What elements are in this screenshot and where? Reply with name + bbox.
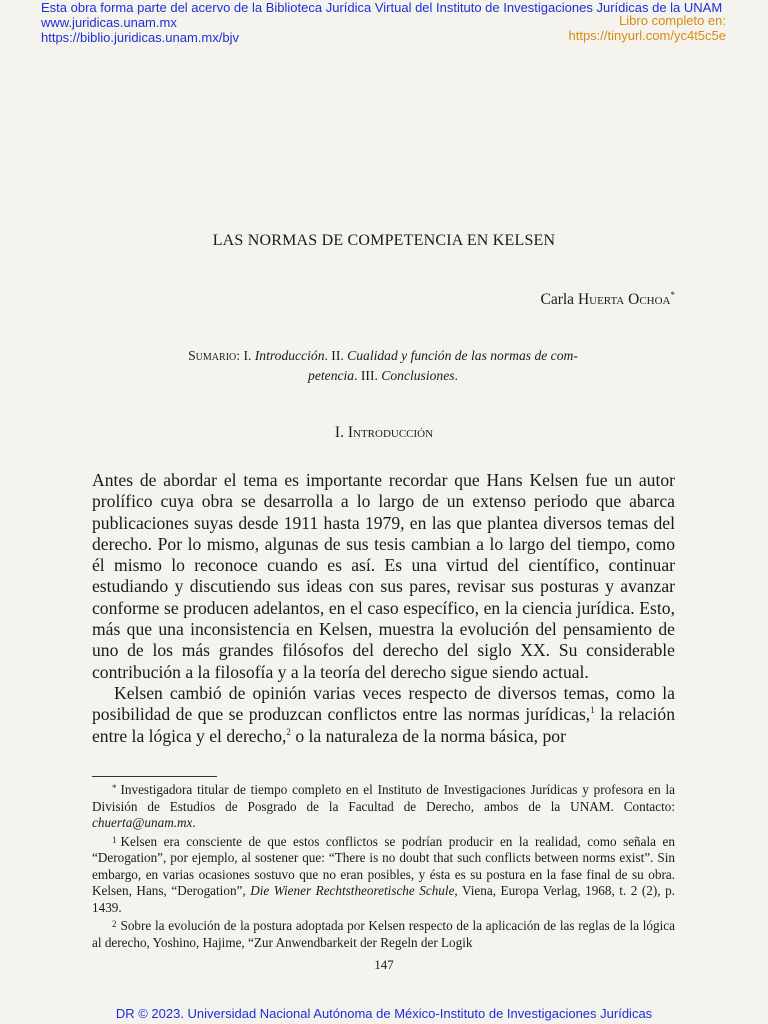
footnote-1	[92, 832, 675, 917]
paragraph-2-text: o la naturaleza de la norma básica, por	[290, 725, 566, 746]
author-last-name: Huerta Ochoa	[577, 291, 671, 308]
paragraph-2-text: Kelsen cambió de opinión varias veces respecto de diversos temas, como la posibilidad de que se produzcan conflictos entre las normas jurídicas,	[92, 682, 675, 725]
toc-number: I.	[243, 348, 252, 363]
toc-item-cualidad-cont: petencia	[308, 368, 355, 383]
paragraph-1: Antes de abordar el tema es importante recordar que Hans Kelsen fue un autor prolífico cuya obra se desarrolla a lo largo de un extenso periodo que abarca publicaciones suyas desde 1911 hasta 1979, en las que plantea diversos temas del derecho. Por lo mismo, algunas de sus tesis cambian a lo largo del tiempo, como él mismo lo reconoce cuando es así. Es una virtud del científico, continuar estudiando y discutiendo sus ideas con sus pares, revisar sus posturas y avanzar conforme se producen adelantos, en el caso específico, en la ciencia jurídica. Esto, más que una inconsistencia en Kelsen, muestra la evolución del pensamiento de uno de los más grandes filósofos del derecho del siglo XX. Su considerable contribución a la filosofía y a la teoría del derecho sigue siendo actual.	[92, 470, 675, 682]
paragraph-2-text: la relación entre la lógica y el derecho,	[92, 704, 675, 746]
footnote-text: Kelsen era consciente de que estos conflictos se podrían producir en la realidad, como señala en “Derogation”, por ejemplo, al sostener que: “There is no doubt that such conflicts between norms exist”. Sin embargo, en varias ocasiones sostuvo que no eran posibles, y ésta es su postura en la fase final de su obra. Kelsen, Hans, “Derogation”,	[92, 833, 675, 898]
chapter-title: LAS NORMAS DE COMPETENCIA EN KELSEN	[212, 232, 556, 249]
book-link-label: Libro completo en:	[619, 13, 726, 28]
toc-number: II.	[331, 348, 344, 363]
footnotes	[92, 780, 675, 951]
footnote-ref-1[interactable]: 1	[590, 705, 595, 716]
footnote-author	[92, 780, 675, 832]
section-number: I.	[334, 424, 344, 441]
site-link[interactable]: www.juridicas.unam.mx	[41, 15, 177, 30]
journal-title: Die Wiener Rechtstheoretische Schule	[250, 883, 455, 898]
footnote-mark: *	[112, 783, 117, 793]
author-first-name: Carla	[540, 291, 575, 308]
footnote-text: , Viena, Europa Verlag, 1968, t. 2 (2), p. 1439.	[92, 883, 675, 915]
footnote-mark: 1	[112, 834, 117, 845]
sumario-label: Sumario	[188, 348, 237, 363]
footnote-2	[92, 916, 675, 951]
author-email[interactable]: chuerta@unam.mx	[92, 815, 193, 830]
body-text	[92, 470, 675, 747]
library-link[interactable]: https://biblio.juridicas.unam.mx/bjv	[41, 30, 239, 45]
footnote-divider	[92, 776, 217, 777]
author-footnote-mark[interactable]: *	[670, 289, 675, 300]
copyright-footer[interactable]: DR © 2023. Universidad Nacional Autónoma de México-Instituto de Investigaciones Jurídicas	[115, 1006, 653, 1021]
footnote-text: Investigadora titular de tiempo completo en el Instituto de Investigaciones Jurídicas y profesora en la División de Estudios de Posgrado de la Facultad de Derecho, ambos de la UNAM. Contacto:	[92, 782, 675, 814]
header-attribution-text: Esta obra forma parte del acervo de la Biblioteca Jurídica Virtual del Instituto de Investigaciones Jurídicas de la UNAM	[41, 0, 723, 15]
footnote-text: .	[192, 815, 196, 830]
paragraph-2	[92, 683, 675, 747]
toc-item-introduccion: Introducción	[254, 348, 325, 363]
toc-item-conclusiones: Conclusiones	[381, 368, 455, 383]
section-heading	[0, 424, 768, 442]
header-book-link	[568, 13, 726, 43]
footnote-ref-2[interactable]: 2	[286, 726, 291, 737]
footnote-text: Sobre la evolución de la postura adoptada por Kelsen respecto de la aplicación de las reglas de la lógica al derecho, Yoshino, Hajime, “Zur Anwendbarkeit der Regeln der Logik	[92, 918, 675, 950]
author	[540, 291, 675, 309]
footnote-mark: 2	[112, 919, 117, 929]
toc-number: III.	[360, 368, 378, 383]
toc-item-cualidad: Cualidad y función de las normas de com-	[347, 348, 578, 363]
table-of-contents: Sumario: I. Introducción. II. Cualidad y función de las normas de com- petencia. III. Conclusiones.	[188, 348, 578, 383]
section-title: Introducción	[347, 424, 434, 441]
page-number: 147	[374, 957, 394, 972]
book-link[interactable]: https://tinyurl.com/yc4t5c5e	[568, 28, 726, 43]
